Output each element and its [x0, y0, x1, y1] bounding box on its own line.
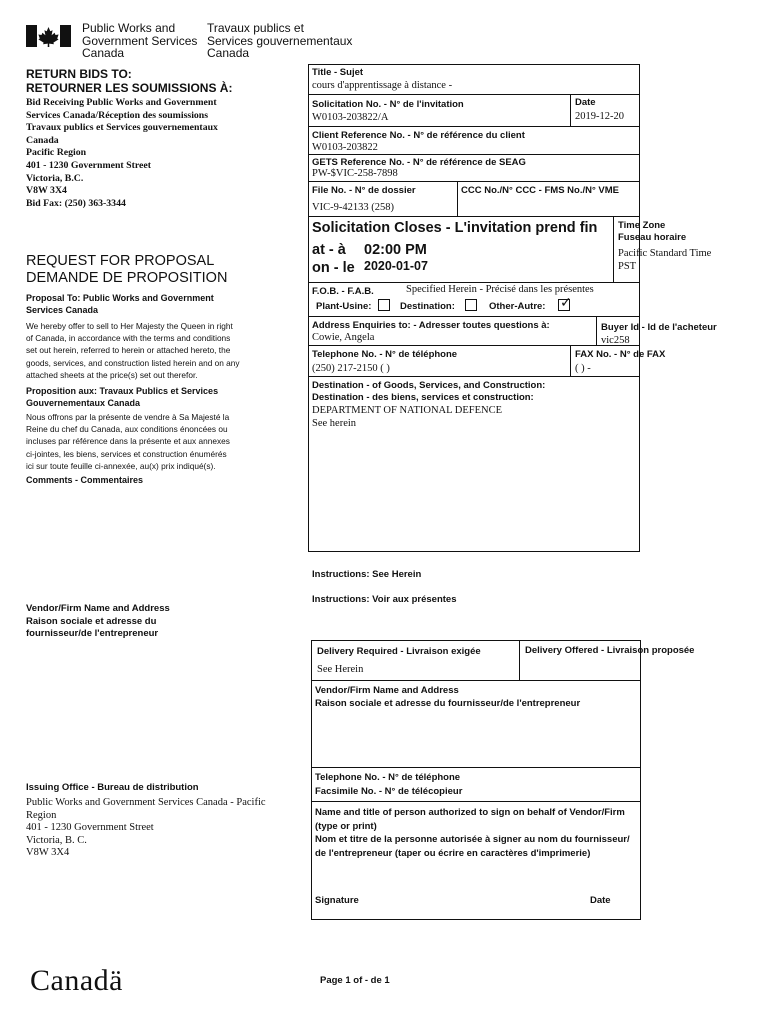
- file-value: VIC-9-42133 (258): [312, 202, 394, 213]
- offer-fr-line: ici sur toute feuille ci-annexée, au(x) prix indiqué(s).: [26, 460, 216, 471]
- vendor-label-left: [26, 603, 170, 641]
- authorized-line: Name and title of person authorized to sign on behalf of Vendor/Firm: [315, 807, 625, 818]
- government-flag-logo: [26, 25, 71, 47]
- return-bids-address: [26, 97, 218, 210]
- authorized-person-label: [315, 806, 630, 860]
- offer-fr-line: Reine du chef du Canada, aux conditions énoncées ou: [26, 424, 228, 435]
- offer-fr-line: incluses par référence dans la présente et aux annexes: [26, 436, 230, 447]
- other-checkbox[interactable]: [558, 295, 572, 311]
- delivery-required-label: Delivery Required - Livraison exigée: [317, 646, 481, 657]
- signature-date-label: Date: [590, 895, 611, 906]
- proposition-aux: [26, 386, 218, 409]
- return-bids-line: Pacific Region: [26, 147, 87, 159]
- return-bids-line: V8W 3X4: [26, 185, 67, 197]
- vendor-telephone-label: Telephone No. - N° de téléphone: [315, 772, 461, 783]
- address-enquiries-value: Cowie, Angela: [312, 332, 375, 343]
- dept-fr-line: Canada: [207, 46, 250, 60]
- telephone-value: (250) 217-2150 ( ): [312, 363, 390, 374]
- return-bids-title-en: RETURN BIDS TO:: [26, 67, 132, 81]
- delivery-required-value: See Herein: [317, 664, 364, 675]
- vendor-phone-labels: [315, 771, 462, 799]
- solicitation-value: W0103-203822/A: [312, 112, 389, 123]
- dept-en-line: Government Services: [82, 33, 198, 48]
- department-name-french: [207, 22, 352, 60]
- vendor-facsimile-label: Facsimile No. - N° de télécopieur: [315, 786, 463, 797]
- issuing-line: Public Works and Government Services Canada - Pacific: [26, 797, 266, 808]
- destination-checkbox-label: Destination:: [400, 301, 455, 312]
- offer-text-en: [26, 320, 240, 381]
- buyer-id-value: vic258: [601, 335, 630, 346]
- return-bids-line: Bid Receiving Public Works and Government: [26, 97, 217, 108]
- ccc-label: CCC No./N° CCC - FMS No./N° VME: [461, 185, 620, 196]
- rfp-title-en: REQUEST FOR PROPOSAL: [26, 253, 215, 269]
- file-label: File No. - N° de dossier: [312, 185, 416, 196]
- rfp-title-fr: DEMANDE DE PROPOSITION: [26, 270, 228, 286]
- plant-checkbox[interactable]: [378, 299, 390, 311]
- return-bids-line: 401 - 1230 Government Street: [26, 159, 151, 171]
- proposal-to-line: Proposal To: Public Works and Government: [26, 293, 214, 303]
- at-label: at - à: [312, 242, 346, 258]
- on-value: 2020-01-07: [364, 259, 428, 273]
- return-bids-line: Victoria, B.C.: [26, 172, 84, 184]
- return-bids-title-fr: RETOURNER LES SOUMISSIONS À:: [26, 81, 233, 95]
- destination-value: [312, 405, 502, 430]
- title-label: Title - Sujet: [312, 67, 364, 78]
- client-ref-value: W0103-203822: [312, 142, 378, 153]
- other-label: Other-Autre:: [489, 301, 546, 312]
- gets-label: GETS Reference No. - N° de référence de SEAG: [312, 157, 526, 168]
- proposal-to-line: Services Canada: [26, 304, 99, 315]
- issuing-line: 401 - 1230 Government Street: [26, 822, 154, 833]
- authorized-line: (type or print): [315, 820, 377, 832]
- dept-fr-line: Travaux publics et: [207, 21, 304, 35]
- fax-label: FAX No. - N° de FAX: [575, 349, 666, 360]
- vendor-firm-label-line: Vendor/Firm Name and Address: [315, 685, 459, 696]
- authorized-line: de l'entrepreneur (taper ou écrire en caractères d'imprimerie): [315, 847, 591, 859]
- solicitation-label: Solicitation No. - N° de l'invitation: [312, 99, 464, 110]
- destination-label: [312, 380, 545, 404]
- canada-wordmark: Canadä: [30, 964, 123, 997]
- return-bids-line: Bid Fax: (250) 363-3344: [26, 197, 126, 209]
- client-ref-label: Client Reference No. - N° de référence du client: [312, 130, 525, 141]
- vendor-left-line: fournisseur/de l'entrepreneur: [26, 628, 159, 639]
- tz-label-line: Time Zone: [618, 220, 666, 231]
- telephone-label: Telephone No. - N° de téléphone: [312, 349, 458, 360]
- closes-title: Solicitation Closes - L'invitation prend fin: [312, 220, 598, 236]
- offer-en-line: attached sheets at the price(s) set out therefor.: [26, 369, 198, 380]
- destination-value-line: DEPARTMENT OF NATIONAL DEFENCE: [312, 405, 503, 416]
- offer-fr-line: Nous offrons par la présente de vendre à Sa Majesté la: [26, 412, 230, 422]
- return-bids-line: Canada: [26, 134, 59, 146]
- proposition-line: Gouvernementaux Canada: [26, 397, 141, 408]
- vendor-firm-label-line: Raison sociale et adresse du fournisseur/de l'entrepreneur: [315, 697, 581, 709]
- fob-value: Specified Herein - Précisé dans les présentes: [406, 284, 594, 295]
- dept-en-line: Canada: [82, 46, 125, 60]
- fob-label: F.O.B. - F.A.B.: [312, 286, 374, 297]
- offer-text-fr: [26, 411, 230, 472]
- authorized-person-field[interactable]: [314, 862, 638, 890]
- issuing-office-address: [26, 797, 266, 860]
- at-value: 02:00 PM: [364, 242, 427, 258]
- signature-label: Signature: [315, 895, 359, 906]
- offer-en-line: of Canada, in accordance with the terms and conditions: [26, 333, 231, 344]
- vendor-firm-label: [315, 685, 580, 710]
- authorized-line: Nom et titre de la personne autorisée à signer au nom du fournisseur/: [315, 834, 630, 845]
- fax-value: ( ) -: [575, 363, 591, 374]
- issuing-line: Region: [26, 809, 57, 821]
- gets-value: PW-$VIC-258-7898: [312, 168, 398, 179]
- destination-label-line: Destination - des biens, services et construction:: [312, 392, 534, 403]
- rfp-heading: [26, 253, 227, 287]
- tz-value-line: PST: [618, 261, 637, 272]
- checkmark-icon: ✓: [560, 295, 572, 311]
- date-value: 2019-12-20: [575, 111, 624, 122]
- instructions-en: Instructions: See Herein: [312, 569, 422, 580]
- vendor-firm-field[interactable]: [314, 712, 638, 764]
- plant-label: Plant-Usine:: [316, 301, 372, 312]
- department-name-english: [82, 22, 197, 60]
- address-enquiries-label: Address Enquiries to: - Adresser toutes questions à:: [312, 320, 550, 331]
- offer-en-line: We hereby offer to sell to Her Majesty the Queen in right: [26, 321, 233, 331]
- issuing-line: Victoria, B. C.: [26, 834, 87, 846]
- proposal-to: [26, 293, 214, 316]
- title-value: cours d'apprentissage à distance -: [312, 80, 453, 91]
- issuing-line: V8W 3X4: [26, 847, 70, 858]
- dept-fr-line: Services gouvernementaux: [207, 33, 353, 48]
- offer-fr-line: ci-jointes, les biens, services et construction énumérés: [26, 448, 227, 459]
- destination-checkbox[interactable]: [465, 299, 477, 311]
- comments-label: Comments - Commentaires: [26, 475, 144, 485]
- return-bids-line: Services Canada/Réception des soumissions: [26, 109, 209, 121]
- return-bids-heading: [26, 67, 232, 95]
- issuing-office-label: Issuing Office - Bureau de distribution: [26, 782, 199, 793]
- date-label: Date: [575, 97, 596, 108]
- vendor-left-line: Raison sociale et adresse du: [26, 615, 157, 627]
- page-number: Page 1 of - de 1: [320, 975, 390, 986]
- time-zone-value: [618, 247, 711, 273]
- time-zone-label: [618, 220, 686, 244]
- vendor-left-line: Vendor/Firm Name and Address: [26, 603, 170, 614]
- dept-en-line: Public Works and: [82, 21, 176, 35]
- delivery-offered-field[interactable]: [522, 658, 638, 678]
- destination-label-line: Destination - of Goods, Services, and Construction:: [312, 380, 546, 391]
- destination-value-line: See herein: [312, 417, 357, 429]
- on-label: on - le: [312, 260, 355, 276]
- offer-en-line: goods, services, and construction listed herein and on any: [26, 357, 240, 368]
- maple-leaf-flag-icon: [26, 25, 71, 47]
- tz-label-line: Fuseau horaire: [618, 232, 687, 243]
- buyer-id-label: Buyer Id - Id de l'acheteur: [601, 322, 717, 333]
- tz-value-line: Pacific Standard Time: [618, 248, 712, 259]
- instructions-fr: Instructions: Voir aux présentes: [312, 594, 457, 605]
- offer-en-line: set out herein, referred to herein or attached hereto, the: [26, 345, 231, 356]
- proposition-line: Proposition aux: Travaux Publics et Services: [26, 386, 219, 396]
- return-bids-line: Travaux publics et Services gouvernementaux: [26, 122, 218, 134]
- delivery-offered-label: Delivery Offered - Livraison proposée: [525, 645, 695, 656]
